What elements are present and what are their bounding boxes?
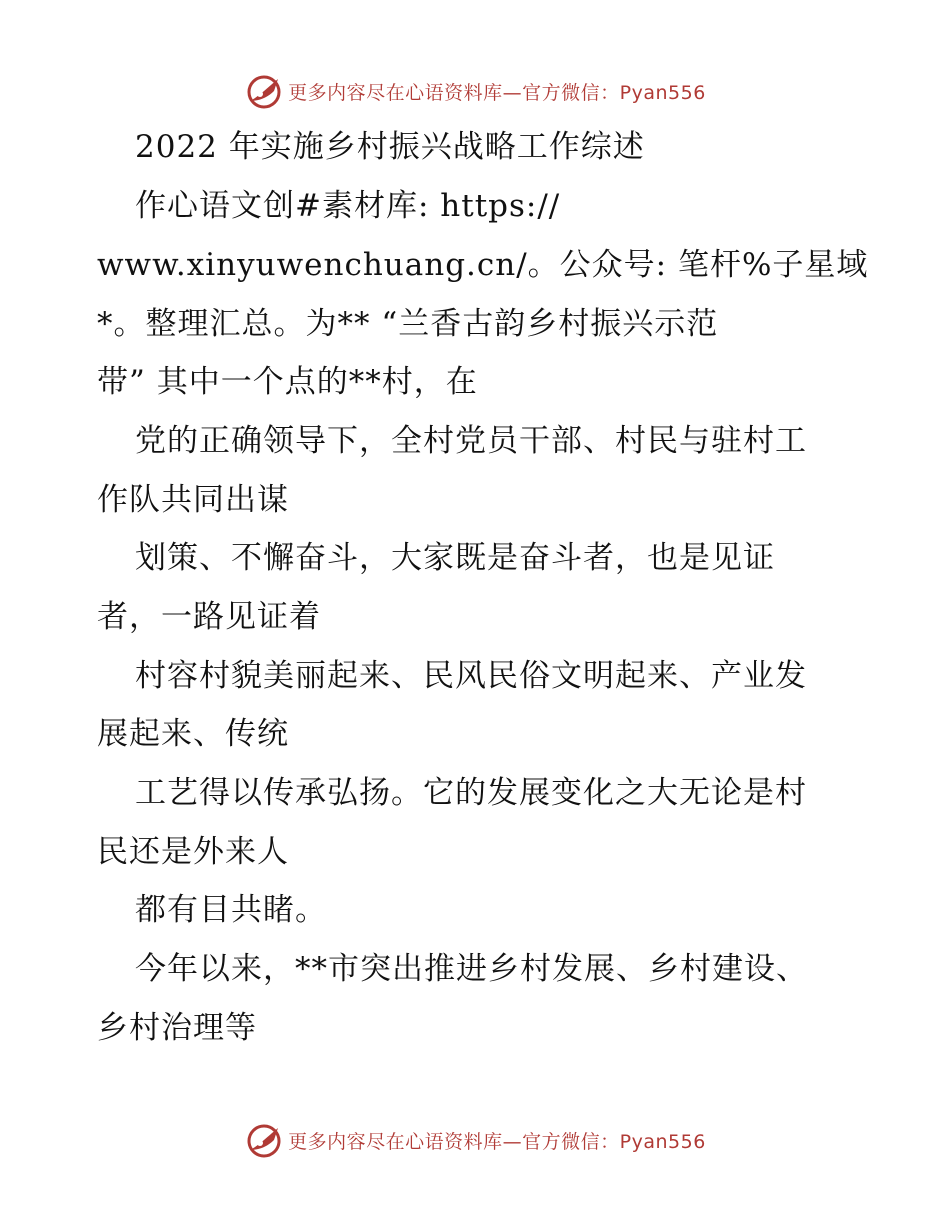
text-line: 划策、不懈奋斗，大家既是奋斗者，也是见证 xyxy=(135,540,775,576)
pen-logo-icon xyxy=(244,71,284,111)
text-line: 作心语文创#素材库: https:// xyxy=(135,188,561,224)
footer-banner xyxy=(0,1118,950,1162)
doc-title: 2022 年实施乡村振兴战略工作综述 xyxy=(135,129,645,165)
text-line: 工艺得以传承弘扬。它的发展变化之大无论是村 xyxy=(135,775,807,811)
text-line: *。整理汇总。为** “兰香古韵乡村振兴示范 xyxy=(97,306,719,342)
banner-text: 更多内容尽在心语资料库—官方微信：Pyan556 xyxy=(288,1130,706,1153)
text-line: 者，一路见证着 xyxy=(97,599,321,635)
pen-logo-icon xyxy=(244,1120,284,1160)
text-line: 乡村治理等 xyxy=(97,1010,257,1046)
text-line: 民还是外来人 xyxy=(97,834,289,870)
text-line: 今年以来，**市突出推进乡村发展、乡村建设、 xyxy=(135,951,808,987)
header-banner xyxy=(0,69,950,113)
text-line: 带” 其中一个点的**村，在 xyxy=(97,364,478,400)
text-line: 展起来、传统 xyxy=(97,716,289,752)
text-line: 党的正确领导下，全村党员干部、村民与驻村工 xyxy=(135,423,807,459)
banner-text: 更多内容尽在心语资料库—官方微信：Pyan556 xyxy=(288,81,706,104)
text-line: 都有目共睹。 xyxy=(135,892,327,928)
text-line: 村容村貌美丽起来、民风民俗文明起来、产业发 xyxy=(135,658,807,694)
text-line: 作队共同出谋 xyxy=(97,482,289,518)
text-line: www.xinyuwenchuang.cn/。公众号: 笔杆%子星域 xyxy=(97,247,869,283)
